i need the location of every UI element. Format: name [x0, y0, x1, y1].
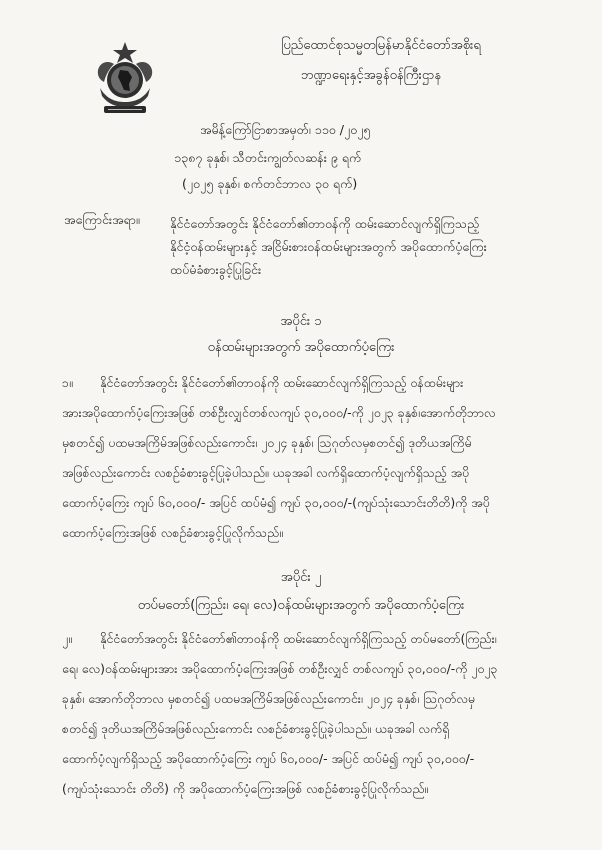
subject-text [170, 212, 555, 281]
subject-line: နိုင်ငံတော်အတွင်း နိုင်ငံတော်၏တာဝန်ကို ထမ်းဆောင်လျက်ရှိကြသည့် [170, 216, 480, 231]
section2-paragraph [62, 624, 552, 804]
paragraph-number: ၁။ [62, 375, 73, 390]
section1-chapter: အပိုင်း ၁ [280, 314, 322, 329]
ministry-header-line2: ဘဏ္ဍာရေးနှင့်အခွန်ဝန်ကြီးဌာန [300, 68, 442, 83]
section1-paragraph [62, 368, 552, 548]
section1-title: ဝန်ထမ်းများအတွက် အပိုထောက်ပံ့ကြေး [207, 340, 395, 355]
date-gregorian: (၂၀၂၅ ခုနှစ်၊ စက်တင်ဘာလ ၃၀ ရက်) [182, 176, 358, 191]
paragraph-line: ခုနှစ်၊ အောက်တိုဘာလ မှစတင်၍ ပထမအကြိမ်အဖြစ်လည်းကောင်း၊ ၂၀၂၄ ခုနှစ်၊ ဩဂုတ်လမှ [62, 691, 475, 706]
subject-line: ထပ်မံခံစားခွင့်ပြုခြင်း [170, 262, 262, 277]
paragraph-line: ၁။ နိုင်ငံတော်အတွင်း နိုင်ငံတော်၏တာဝန်ကို ထမ်းဆောင်လျက်ရှိကြသည့် ဝန်ထမ်းများ [62, 368, 552, 398]
subject-line: နိုင်ငံ့ဝန်ထမ်းများနှင့် အငြိမ်းစားဝန်ထမ်းများအတွက် အပိုထောက်ပံ့ကြေး [170, 239, 487, 254]
paragraph-line: အဖြစ်လည်းကောင်း လစဉ်ခံစားခွင့်ပြုခဲ့ပါသည်။ ယခုအခါ လက်ရှိထောက်ပံ့လျက်ရှိသည့် အပို [62, 465, 470, 480]
section2-chapter: အပိုင်း ၂ [280, 570, 322, 585]
paragraph-line: မှစတင်၍ ပထမအကြိမ်အဖြစ်လည်းကောင်း၊ ၂၀၂၄ ခုနှစ်၊ ဩဂုတ်လမှစတင်၍ ဒုတိယအကြိမ် [62, 435, 472, 450]
paragraph-line: အားအပိုထောက်ပံ့ကြေးအဖြစ် တစ်ဦးလျှင်တစ်လကျပ် ၃၀,၀၀၀/-ကို ၂၀၂၃ ခုနှစ်၊အောက်တိုဘာလ [62, 405, 496, 420]
paragraph-line: ရေ၊ လေ)ဝန်ထမ်းများအား အပိုထောက်ပံ့ကြေးအဖြစ် တစ်ဦးလျှင် တစ်လကျပ် ၃၀,၀၀၀/-ကို ၂၀၂၃ [62, 661, 498, 676]
section2-title: တပ်မတော်(ကြည်း၊ ရေ၊ လေ)ဝန်ထမ်းများအတွက် အပိုထောက်ပံ့ကြေး [137, 598, 465, 613]
ministry-header-line1: ပြည်ထောင်စုသမ္မတမြန်မာနိုင်ငံတော်အစိုးရ [281, 38, 481, 53]
subject-label: အကြောင်းအရာ။ [64, 212, 140, 227]
date-myanmar-calendar: ၁၃၈၇ ခုနှစ်၊ သီတင်းကျွတ်လဆန်း ၉ ရက် [174, 150, 362, 165]
paragraph-line: ထောက်ပံ့ကြေး ကျပ် ၆၀,၀၀၀/- အပြင် ထပ်မံ၍ ကျပ် ၃၀,၀၀၀/-(ကျပ်သုံးသောင်းတိတိ)ကို အပို [62, 495, 490, 510]
notification-number: အမိန့်ကြော်ငြာစာအမှတ်၊ ၁၁၀ /၂၀၂၅ [200, 122, 371, 137]
paragraph-number: ၂။ [62, 631, 72, 646]
paragraph-line: စတင်၍ ဒုတိယအကြိမ်အဖြစ်လည်းကောင်း လစဉ်ခံစားခွင့်ပြုခဲ့ပါသည်။ ယခုအခါ လက်ရှိ [62, 721, 450, 736]
paragraph-line: ၂။ နိုင်ငံတော်အတွင်း နိုင်ငံတော်၏တာဝန်ကို ထမ်းဆောင်လျက်ရှိကြသည့် တပ်မတော်(ကြည်း၊ [62, 624, 552, 654]
paragraph-line: (ကျပ်သုံးသောင်း တိတိ) ကို အပိုထောက်ပံ့ကြေးအဖြစ် လစဉ်ခံစားခွင့်ပြုလိုက်သည်။ [62, 781, 429, 796]
paragraph-line: ထောက်ပံ့လျက်ရှိသည့် အပိုထောက်ပံ့ကြေး ကျပ် ၆၀,၀၀၀/- အပြင် ထပ်မံ၍ ကျပ် ၃၀,၀၀၀/- [62, 751, 475, 766]
paragraph-line: ထောက်ပံ့ကြေးအဖြစ် လစဉ်ခံစားခွင့်ပြုလိုက်သည်။ [62, 525, 283, 540]
